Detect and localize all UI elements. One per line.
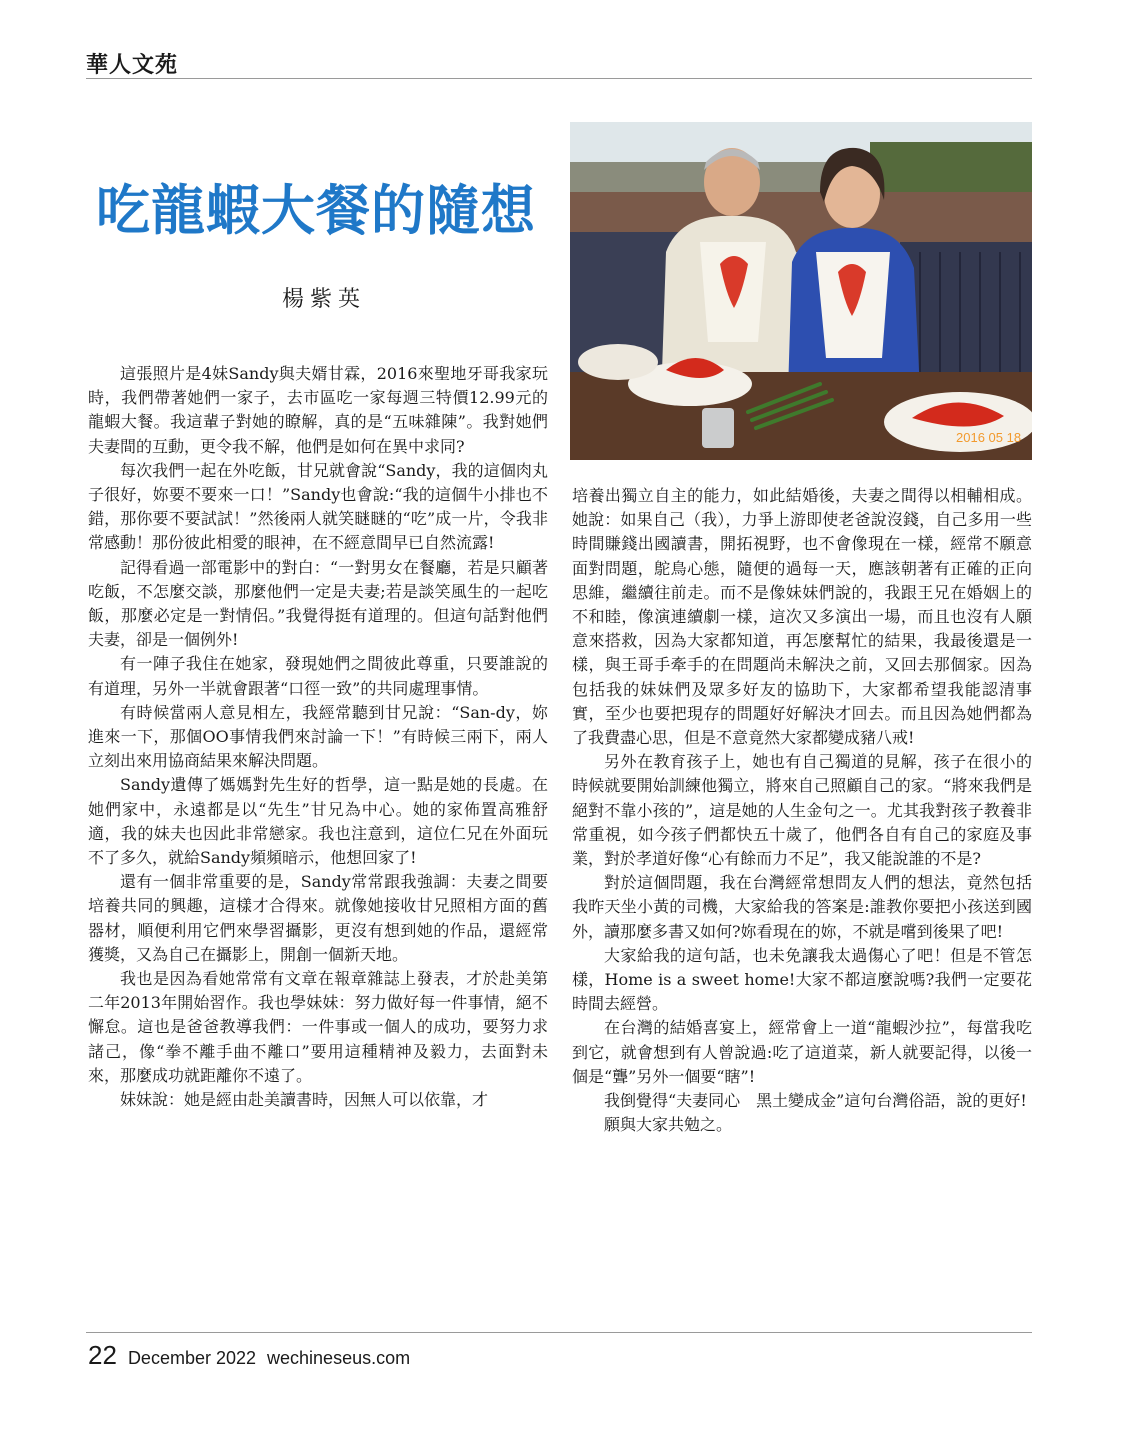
paragraph: 大家給我的這句話，也未免讓我太過傷心了吧！但是不管怎樣，Home is a sweet home!大家不都這麼說嗎?我們一定要花時間去經營。 [572,945,1032,1014]
paragraph: 在台灣的結婚喜宴上，經常會上一道“龍蝦沙拉”，每當我吃到它，就會想到有人曾說過:吃了這道菜，新人就要記得，以後一個是“聾”另外一個要“瞎”! [572,1018,1032,1086]
article-photo [570,122,1032,460]
paragraph: 另外在教育孩子上，她也有自己獨道的見解，孩子在很小的時候就要開始訓練他獨立，將來自己照顧自己的家。“將來我們是絕對不靠小孩的”，這是她的人生金句之一。尤其我對孩子教養非常重視，如今孩子們都快五十歲了，他們各自有自己的家庭及事業，對於孝道好像“心有餘而力不足”，我又能說誰的不是? [572,752,1032,869]
paragraph: 願與大家共勉之。 [604,1115,733,1135]
paragraph: 對於這個問題，我在台灣經常想問友人們的想法，竟然包括我昨天坐小黃的司機，大家給我的答案是:誰教你要把小孩送到國外，讀那麼多書又如何?妳看現在的妳，不就是嚐到後果了吧! [572,873,1032,941]
paragraph: Sandy遺傳了媽媽對先生好的哲學，這一點是她的長處。在她們家中，永遠都是以“先生”甘兄為中心。她的家佈置高雅舒適，我的妹夫也因此非常戀家。我也注意到，這位仁兄在外面玩不了多久，就給Sandy頻頻暗示，他想回家了! [88,775,548,868]
article-column-left [88,362,548,1112]
page-footer [88,1340,410,1371]
article-column-right [572,484,1032,1137]
paragraph: 每次我們一起在外吃飯，甘兄就會說“Sandy，我的這個肉丸子很好，妳要不要來一口！”Sandy也會說:“我的這個牛小排也不錯，那你要不要試試！”然後兩人就笑瞇瞇的“吃”成一片，令我非常感動！那份彼此相愛的眼神，在不經意間早已自然流露! [88,460,548,553]
photo-date-stamp: 2016 05 18 [956,430,1022,445]
paragraph: 我也是因為看她常常有文章在報章雜誌上發表，才於赴美第二年2013年開始習作。我也學妹妹：努力做好每一件事情，絕不懈怠。這也是爸爸教導我們：一件事或一個人的成功，要努力求諸己，像“拳不離手曲不離口”要用這種精神及毅力，去面對未來，那麼成功就距離你不遠了。 [88,969,548,1085]
header-rule [86,78,1032,79]
article-author: 楊紫英 [282,287,367,312]
paragraph: 妹妹說：她是經由赴美讀書時，因無人可以依靠，才 [120,1090,489,1110]
website-link[interactable]: wechineseus.com [267,1348,411,1368]
section-name: 華人文苑 [86,52,179,78]
paragraph: 我倒覺得“夫妻同心 黑土變成金”這句台灣俗語，說的更好! [604,1091,1027,1111]
paragraph: 這張照片是4妹Sandy與夫婿甘霖，2016來聖地牙哥我家玩時，我們帶著她們一家子，去市區吃一家每週三特價12.99元的龍蝦大餐。我這輩子對她的瞭解，真的是“五味雜陳”。我對她們夫妻間的互動，更令我不解，他們是如何在異中求同? [88,364,548,456]
paragraph: 還有一個非常重要的是，Sandy常常跟我強調：夫妻之間要培養共同的興趣，這樣才合得來。就像她接收甘兄照相方面的舊器材，順便利用它們來學習攝影，更沒有想到她的作品，還經常獲獎，又為自己在攝影上，開創一個新天地。 [88,872,548,964]
paragraph: 有時候當兩人意見相左，我經常聽到甘兄說：“San-dy，妳進來一下，那個OO事情我們來討論一下！”有時候三兩下，兩人立刻出來用協商結果來解決問題。 [88,702,548,771]
article-title: 吃龍蝦大餐的隨想 [96,179,536,242]
paragraph: 記得看過一部電影中的對白：“一對男女在餐廳，若是只顧著吃飯，不怎麼交談，那麼他們一定是夫妻;若是談笑風生的一起吃飯，那麼必定是一對情侶。”我覺得挺有道理的。但這句話對他們夫妻，卻是一個例外! [88,557,548,650]
paragraph: 有一陣子我住在她家，發現她們之間彼此尊重，只要誰說的有道理，另外一半就會跟著“口徑一致”的共同處理事情。 [88,654,548,698]
footer-rule [86,1332,1032,1333]
issue-date: December 2022 [127,1348,257,1368]
page-number: 22 [88,1340,117,1370]
paragraph: 培養出獨立自主的能力，如此結婚後，夫妻之間得以相輔相成。她說：如果自己（我），力爭上游即使老爸說沒錢，自己多用一些時間賺錢出國讀書，開拓視野，也不會像現在一樣，經常不願意面對問題，鴕鳥心態，隨便的過每一天，應該朝著有正確的正向思維，繼續往前走。而不是像妹妹們說的，我跟王兄在婚姻上的不和睦，像演連續劇一樣，這次又多演出一場，而且也沒有人願意來搭救，因為大家都知道，再怎麼幫忙的結果，我最後還是一樣，與王哥手牽手的在問題尚未解決之前，又回去那個家。因為包括我的妹妹們及眾多好友的協助下，大家都希望我能認清事實，至少也要把現存的問題好好解決才回去。而且因為她們都為了我費盡心思，但是不意竟然大家都變成豬八戒! [572,486,1032,748]
